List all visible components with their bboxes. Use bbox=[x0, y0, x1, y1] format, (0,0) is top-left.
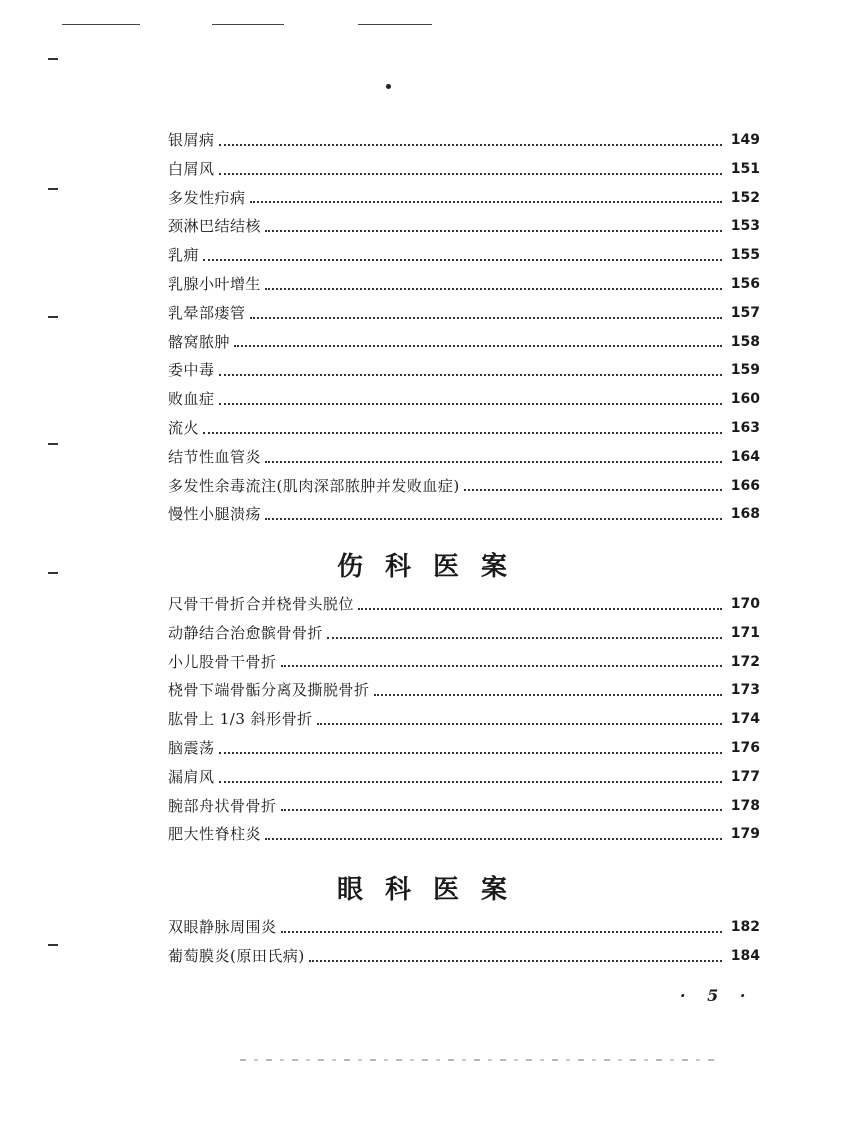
toc-entry bbox=[168, 443, 760, 472]
toc-entry-page: 153 bbox=[730, 218, 760, 235]
dot-leader bbox=[265, 287, 722, 290]
dot-leader bbox=[250, 316, 722, 319]
margin-mark bbox=[48, 443, 58, 445]
scan-line bbox=[62, 24, 140, 25]
toc-entry-title: 动静结合治愈髌骨骨折 bbox=[168, 623, 324, 642]
toc-entry-title: 双眼静脉周围炎 bbox=[168, 918, 277, 936]
dot-leader bbox=[203, 258, 722, 261]
dot-leader bbox=[203, 431, 722, 434]
toc-entry-page: 177 bbox=[730, 768, 760, 785]
toc-entry-page: 182 bbox=[730, 919, 760, 935]
dot-leader bbox=[464, 488, 722, 491]
toc-entry-title: 流火 bbox=[168, 418, 200, 437]
margin-mark bbox=[48, 188, 58, 190]
toc-entry-page: 155 bbox=[730, 247, 760, 264]
margin-mark bbox=[48, 944, 58, 946]
scan-line bbox=[358, 24, 432, 25]
toc-entry bbox=[168, 705, 760, 734]
toc-entry bbox=[168, 942, 760, 971]
section-heading-orthopedics: 伤科医案 bbox=[336, 552, 529, 582]
toc-entry-title: 脑震荡 bbox=[168, 738, 215, 757]
dot-leader bbox=[317, 722, 722, 725]
toc-entry-page: 151 bbox=[730, 160, 760, 177]
toc-entry bbox=[168, 126, 760, 155]
toc-entry-title: 乳晕部瘘管 bbox=[168, 303, 246, 322]
toc-entry bbox=[168, 328, 760, 357]
dot-leader bbox=[327, 636, 722, 639]
toc-entry-title: 败血症 bbox=[168, 390, 215, 409]
toc-entry bbox=[168, 356, 760, 385]
scan-line bbox=[212, 24, 284, 25]
toc-entry-title: 髂窝脓肿 bbox=[168, 332, 231, 351]
toc-entry bbox=[168, 500, 760, 529]
toc-entry bbox=[168, 913, 760, 942]
toc-entry-title: 银屑病 bbox=[168, 131, 215, 149]
toc-entry-page: 173 bbox=[730, 682, 760, 699]
toc-entry bbox=[168, 619, 760, 648]
dot-leader bbox=[219, 751, 722, 754]
toc-entry-page: 166 bbox=[730, 477, 760, 494]
toc-entry bbox=[168, 472, 760, 501]
toc-section-orthopedics bbox=[168, 590, 760, 849]
dot-leader bbox=[309, 959, 722, 962]
toc-entry-page: 174 bbox=[730, 711, 760, 728]
toc-entry bbox=[168, 184, 760, 213]
toc-entry-title: 小儿股骨干骨折 bbox=[168, 652, 277, 671]
dot-leader bbox=[219, 172, 722, 175]
toc-entry bbox=[168, 763, 760, 792]
toc-entry-title: 慢性小腿溃疡 bbox=[168, 505, 262, 524]
toc-entry-page: 157 bbox=[730, 304, 760, 321]
toc-entry-page: 163 bbox=[730, 419, 760, 436]
toc-entry-page: 164 bbox=[730, 448, 760, 465]
toc-entry bbox=[168, 414, 760, 443]
dot-leader bbox=[281, 808, 722, 811]
toc-entry-title: 结节性血管炎 bbox=[168, 447, 262, 466]
toc-entry-title: 尺骨干骨折合并桡骨头脱位 bbox=[168, 595, 355, 613]
toc-entry-page: 179 bbox=[730, 826, 760, 843]
margin-mark bbox=[48, 58, 58, 60]
toc-entry-page: 152 bbox=[730, 189, 760, 206]
toc-entry bbox=[168, 299, 760, 328]
toc-entry-title: 白屑风 bbox=[168, 159, 215, 178]
toc-entry-page: 178 bbox=[730, 797, 760, 814]
toc-section-ophthalmology bbox=[168, 913, 760, 971]
toc-entry-title: 委中毒 bbox=[168, 361, 215, 380]
toc-entry-title: 颈淋巴结结核 bbox=[168, 217, 262, 236]
toc-entry-title: 乳痈 bbox=[168, 246, 200, 265]
toc-entry-title: 乳腺小叶增生 bbox=[168, 274, 262, 293]
dot-leader bbox=[265, 837, 722, 840]
toc-entry-title: 葡萄膜炎(原田氏病) bbox=[168, 946, 305, 965]
toc-entry-page: 170 bbox=[730, 596, 760, 612]
dot-leader bbox=[265, 517, 722, 520]
scan-noise bbox=[240, 1059, 720, 1061]
toc-entry bbox=[168, 792, 760, 821]
toc-entry-title: 肥大性脊柱炎 bbox=[168, 825, 262, 844]
toc-entry-title: 腕部舟状骨骨折 bbox=[168, 796, 277, 815]
toc-entry-page: 159 bbox=[730, 362, 760, 379]
toc-entry bbox=[168, 155, 760, 184]
dot-leader bbox=[219, 143, 722, 146]
margin-mark bbox=[48, 316, 58, 318]
dot-leader bbox=[219, 373, 722, 376]
section-heading-ophthalmology: 眼科医案 bbox=[336, 875, 529, 905]
dot-leader bbox=[265, 229, 722, 232]
toc-entry bbox=[168, 270, 760, 299]
toc-entry bbox=[168, 241, 760, 270]
toc-entry-title: 桡骨下端骨骺分离及撕脱骨折 bbox=[168, 681, 370, 700]
toc-entry-page: 160 bbox=[730, 391, 760, 408]
toc-entry bbox=[168, 212, 760, 241]
toc-entry bbox=[168, 820, 760, 849]
toc-entry-page: 168 bbox=[730, 506, 760, 523]
toc-entry bbox=[168, 676, 760, 705]
dot-leader bbox=[281, 664, 722, 667]
dot-leader bbox=[374, 693, 722, 696]
toc-entry-title: 漏肩风 bbox=[168, 767, 215, 786]
ink-dot bbox=[386, 84, 391, 89]
toc-entry bbox=[168, 590, 760, 619]
toc-entry-page: 176 bbox=[730, 739, 760, 756]
toc-entry-page: 172 bbox=[730, 653, 760, 670]
toc-entry bbox=[168, 734, 760, 763]
toc-entry-page: 158 bbox=[730, 333, 760, 350]
toc-entry-title: 多发性余毒流注(肌肉深部脓肿并发败血症) bbox=[168, 476, 460, 495]
page-number: · 5 · bbox=[680, 986, 754, 1005]
toc-entry-title: 多发性疖病 bbox=[168, 188, 246, 207]
dot-leader bbox=[281, 930, 722, 933]
dot-leader bbox=[219, 780, 722, 783]
dot-leader bbox=[358, 607, 722, 610]
dot-leader bbox=[219, 402, 722, 405]
toc-entry-page: 184 bbox=[730, 947, 760, 964]
dot-leader bbox=[234, 344, 722, 347]
toc-entry-page: 156 bbox=[730, 275, 760, 292]
toc-entry bbox=[168, 385, 760, 414]
toc-entry-title: 肱骨上 1/3 斜形骨折 bbox=[168, 710, 313, 729]
toc-entry-page: 149 bbox=[730, 132, 760, 148]
toc-entry bbox=[168, 648, 760, 677]
toc-section-surgery bbox=[168, 126, 760, 529]
dot-leader bbox=[250, 200, 722, 203]
toc-entry-page: 171 bbox=[730, 624, 760, 641]
dot-leader bbox=[265, 460, 722, 463]
